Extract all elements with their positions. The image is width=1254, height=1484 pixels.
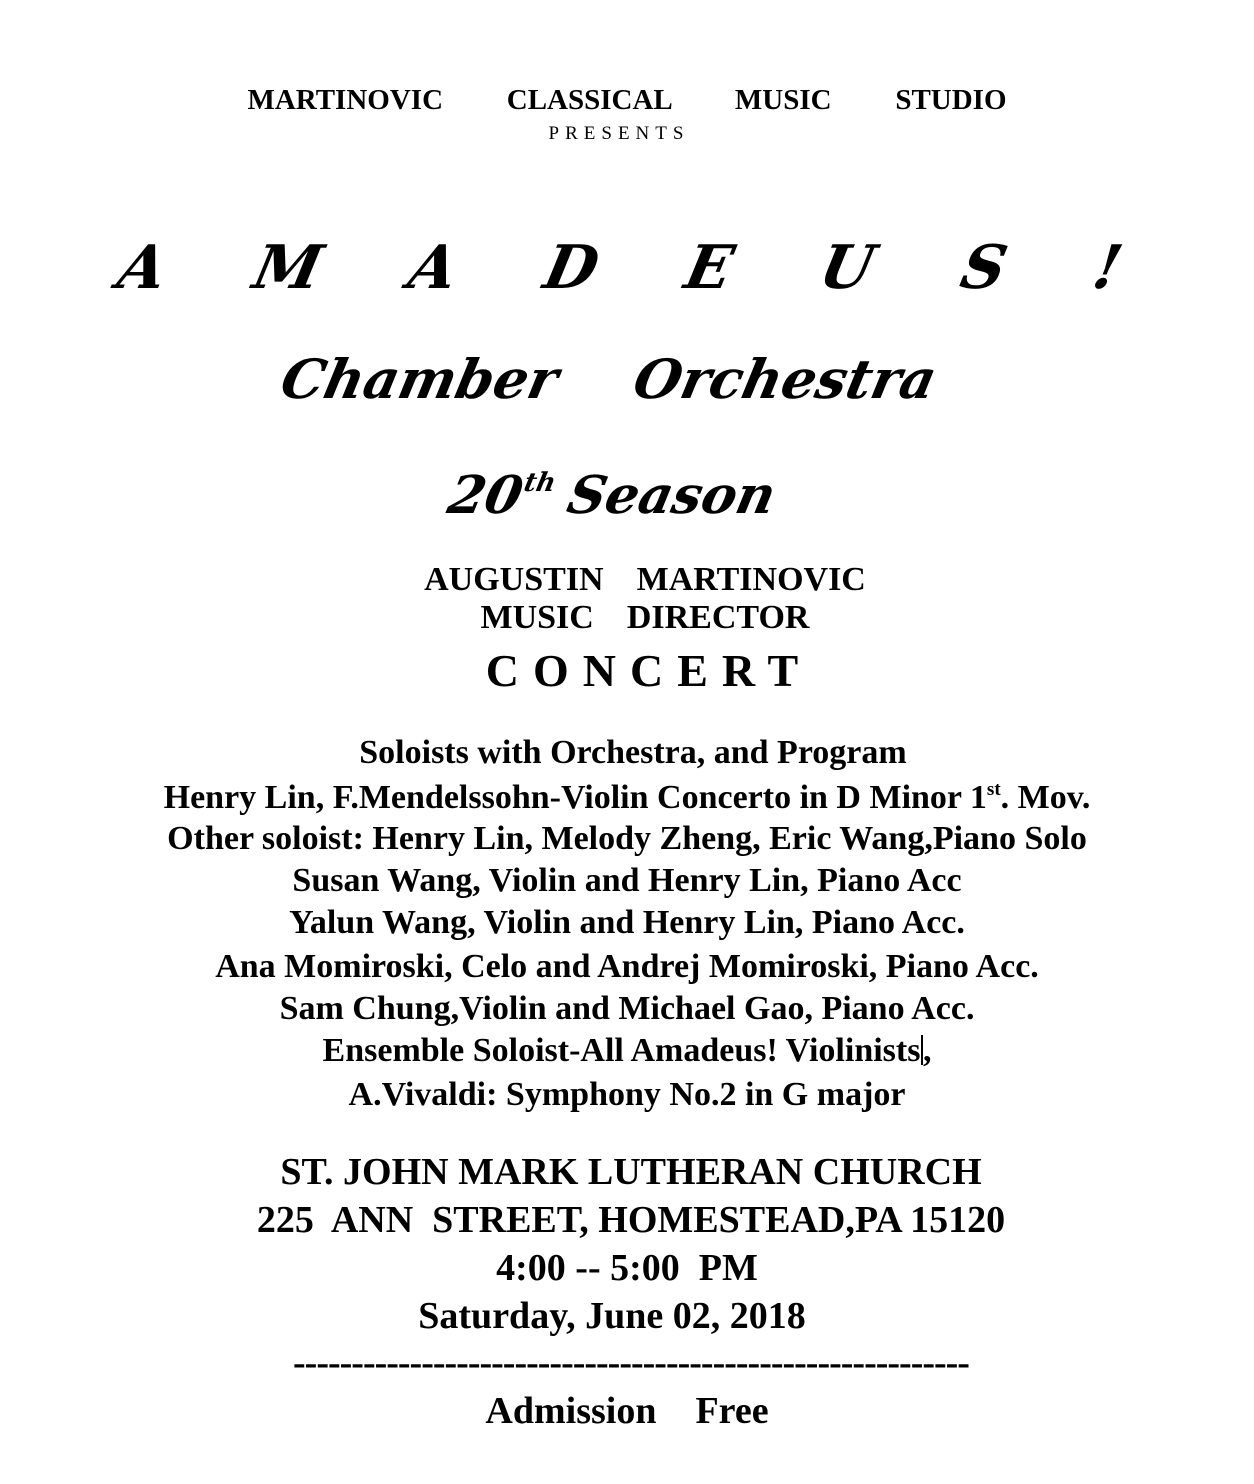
event-heading: CONCERT [485,645,813,696]
season-word: Season [562,465,782,526]
program-line-punct: , [922,1032,932,1069]
season-number: 20 [442,465,529,526]
program-line-text: . Mov. [1000,779,1091,816]
program-line [0,780,1254,815]
ensemble-subtitle: Chamber Orchestra [275,347,943,411]
program-heading: Soloists with Orchestra, and Program [359,734,907,771]
season-title [0,465,1245,526]
program-line: Sam Chung,Violin and Michael Gao, Piano Acc. [279,990,975,1027]
venue-address: 225 ANN STREET, HOMESTEAD,PA 15120 [256,1199,1006,1241]
ensemble-title: A M A D E U S ! [111,233,1163,303]
director-role: MUSIC DIRECTOR [480,599,810,636]
program-line: A.Vivaldi: Symphony No.2 in G major [348,1076,906,1113]
program-line: Susan Wang, Violin and Henry Lin, Piano Acc [292,862,962,899]
program-line-text: Ensemble Soloist-All Amadeus! Violinists [322,1032,921,1069]
presents-label: PRESENTS [548,123,690,144]
program-line: Other soloist: Henry Lin, Melody Zheng, Eric Wang,Piano Solo [167,820,1087,857]
program-line [0,1034,1254,1068]
ordinal-suffix: st [986,779,1001,800]
program-line: Ana Momiroski, Celo and Andrej Momiroski, Piano Acc. [215,948,1039,985]
event-date: Saturday, June 02, 2018 [418,1295,806,1337]
divider-line: ---------------------------------------------------------- [293,1342,969,1384]
admission-note: Admission Free [485,1390,769,1432]
program-line: Yalun Wang, Violin and Henry Lin, Piano Acc. [289,904,965,941]
event-time: 4:00 -- 5:00 PM [496,1247,758,1289]
studio-name: MARTINOVIC CLASSICAL MUSIC STUDIO [247,84,1007,116]
program-line-text: Henry Lin, F.Mendelssohn-Violin Concerto in D Minor 1 [163,779,987,816]
season-suffix: th [521,468,559,498]
director-name: AUGUSTIN MARTINOVIC [424,561,866,598]
venue-name: ST. JOHN MARK LUTHERAN CHURCH [280,1151,982,1193]
